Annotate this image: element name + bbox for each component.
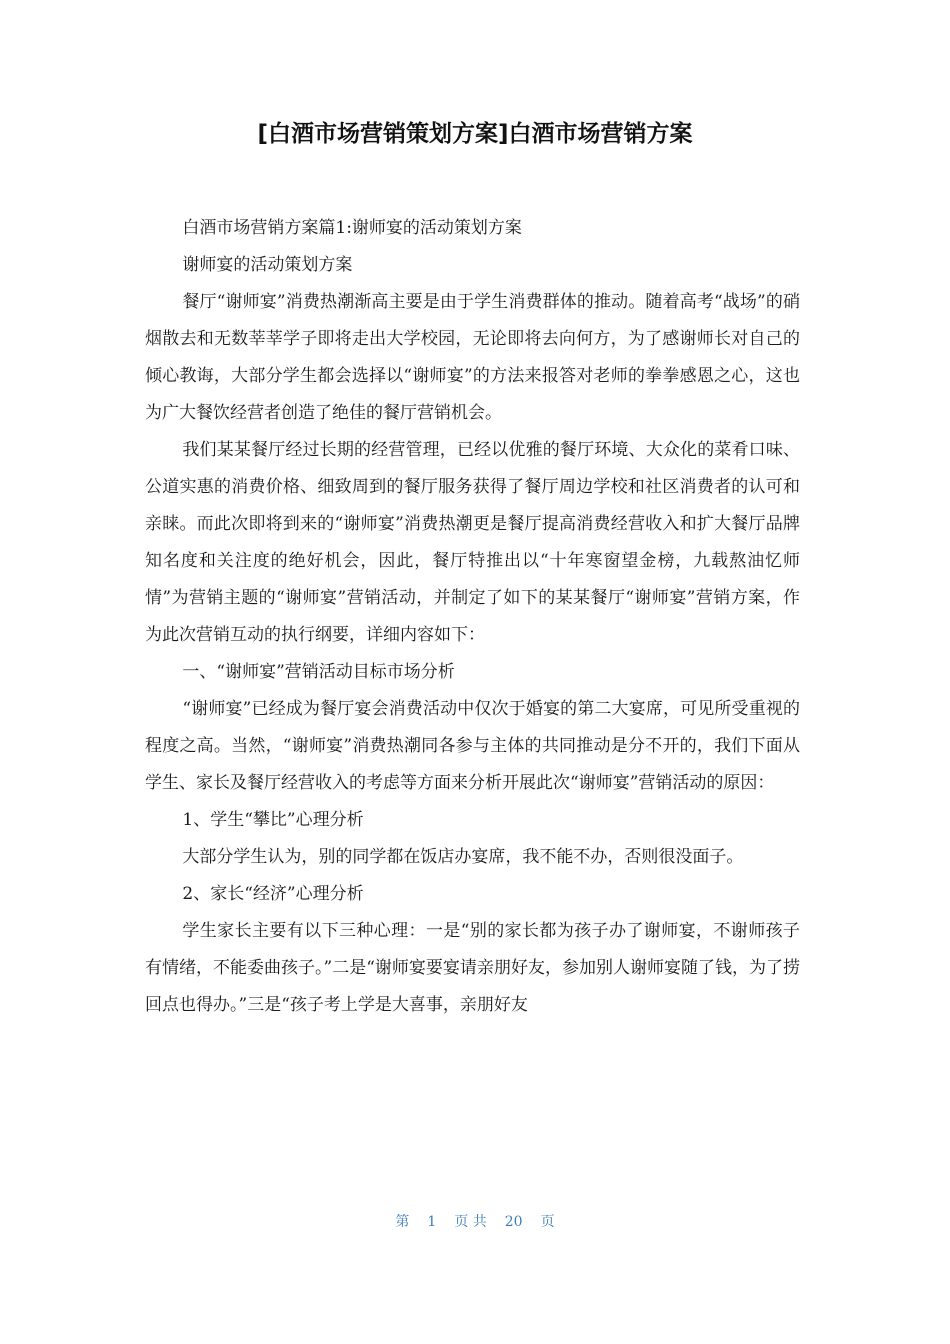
paragraph-section-heading: 白酒市场营销方案篇1:谢师宴的活动策划方案 <box>182 218 522 238</box>
footer-label-pages: 页 <box>540 1214 555 1230</box>
paragraph: 餐厅“谢师宴”消费热潮渐高主要是由于学生消费群体的推动。随着高考“战场”的硝烟散去和无数莘莘学子即将走出大学校园，无论即将去向何方，为了感谢师长对自己的倾心教诲，大部分学生都会选择以“谢师宴”的方法来报答对老师的拳拳感恩之心，这也为广大餐饮经营者创造了绝佳的餐厅营销机会。 <box>145 292 800 423</box>
paragraph: 我们某某餐厅经过长期的经营管理，已经以优雅的餐厅环境、大众化的菜肴口味、公道实惠的消费价格、细致周到的餐厅服务获得了餐厅周边学校和社区消费者的认可和亲睐。而此次即将到来的“谢师宴”消费热潮更是餐厅提高消费经营收入和扩大餐厅品牌知名度和关注度的绝好机会，因此，餐厅特推出以“十年寒窗望金榜，九载熬油忆师情”为营销主题的“谢师宴”营销活动，并制定了如下的某某餐厅“谢师宴”营销方案，作为此次营销互动的执行纲要，详细内容如下： <box>145 440 800 645</box>
page-footer <box>0 1210 950 1234</box>
paragraph-heading: 2、家长“经济”心理分析 <box>182 884 364 904</box>
document-body <box>145 210 800 1024</box>
footer-total-pages: 20 <box>504 1214 523 1230</box>
document-title: [白酒市场营销策划方案]白酒市场营销方案 <box>257 121 693 147</box>
paragraph-heading: 一、“谢师宴”营销活动目标市场分析 <box>182 662 455 682</box>
footer-label-of: 页 共 <box>454 1214 487 1230</box>
paragraph: “谢师宴”已经成为餐厅宴会消费活动中仅次于婚宴的第二大宴席，可见所受重视的程度之高。当然，“谢师宴”消费热潮同各参与主体的共同推动是分不开的，我们下面从学生、家长及餐厅经营收入的考虑等方面来分析开展此次“谢师宴”营销活动的原因： <box>145 699 800 793</box>
paragraph: 大部分学生认为，别的同学都在饭店办宴席，我不能不办，否则很没面子。 <box>182 847 744 867</box>
paragraph-heading: 1、学生“攀比”心理分析 <box>182 810 364 830</box>
footer-current-page: 1 <box>427 1214 437 1230</box>
paragraph: 学生家长主要有以下三种心理：一是“别的家长都为孩子办了谢师宴，不谢师孩子有情绪，不能委曲孩子。”二是“谢师宴要宴请亲朋好友，参加别人谢师宴随了钱，为了捞回点也得办。”三是“孩子考上学是大喜事，亲朋好友 <box>145 921 800 1015</box>
paragraph-subtitle: 谢师宴的活动策划方案 <box>182 255 353 275</box>
footer-label-page: 第 <box>395 1214 410 1230</box>
